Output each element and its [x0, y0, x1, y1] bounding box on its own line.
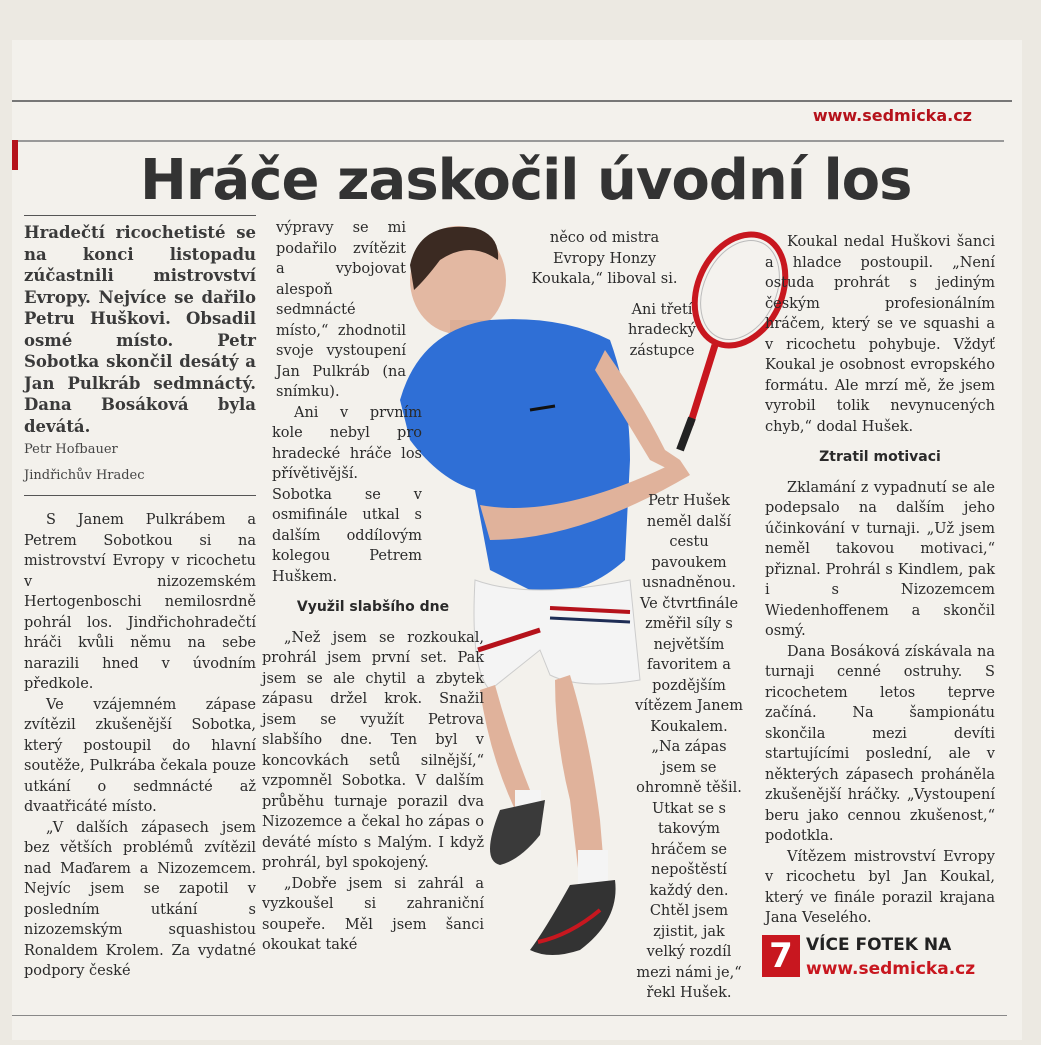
promo-url[interactable]: www.sedmicka.cz	[806, 959, 976, 979]
paragraph: něco od mistra Evropy Honzy Koukala,“ liboval si.	[531, 230, 678, 287]
article-lead: Hradečtí ricochetisté se na konci listopadu zúčastnili mistrovství Evropy. Nejvíce se dařilo Petru Huškovi. Obsadil osmé místo. Petr Sobotka skončil desátý a Jan Pulkráb sedmnáctý. Dana Bosáková byla devátá.	[24, 223, 256, 436]
column-3	[522, 228, 747, 1004]
subheading: Ztratil motivaci	[819, 449, 941, 465]
subheading: Využil slabšího dne	[296, 599, 450, 615]
paragraph: „Než jsem se rozkoukal, prohrál jsem první set. Pak jsem se ale chytil a zbytek zápasu držel krok. Snažil jsem se využít Petrova slabšího dne. Ten byl v koncovkách setů silnější,“ vzpomněl Sobotka. V dalším průběhu turnaje porazil dva Nizozemce a čekal ho zápas o deváté místo s Malým. I když prohrál, byl spokojený.	[262, 629, 484, 871]
paragraph: Koukal nedal Huškovi šanci a hladce postoupil. „Není ostuda prohrát s jediným českým profesionálním hráčem, který se ve squashi a v ricochetu pohybuje. Vždyť Koukal je osobnost evropského formátu. Ale mrzí mě, že jsem vyrobil tolik nevynucených chyb,“ dodal Hušek.	[765, 234, 995, 435]
paragraph: S Janem Pulkrábem a Petrem Sobotkou si na mistrovství Evropy v ricochetu v nizozemském Hertogenboschi nemilosrdně pohrál los. Jindřichohradečtí hráči kvůli němu na sebe narazili hned v úvodním předkole.	[24, 512, 256, 692]
column-4	[765, 232, 995, 929]
column-1	[24, 215, 256, 982]
article-headline: Hráče zaskočil úvodní los	[140, 148, 912, 213]
bottom-rule	[12, 1015, 1007, 1016]
paragraph: Vítězem mistrovství Evropy v ricochetu byl Jan Koukal, který ve finále porazil krajana Jana Veselého.	[765, 848, 995, 926]
column-2	[262, 218, 484, 956]
sedmicka-logo: 7	[762, 935, 800, 977]
section-marker	[12, 140, 18, 170]
paragraph: Zklamání z vypadnutí se ale podepsalo na dalším jeho účinkování v turnaji. „Už jsem neměl takovou motivaci,“ přiznal. Prohrál s Kindlem, pak i s Nizozemcem Wiedenhoffenem a skončil osmý.	[765, 479, 995, 639]
more-photos-promo[interactable]	[762, 935, 1002, 985]
paragraph: Ani v prvním kole nebyl pro hradecké hráče los přívětivější. Sobotka se v osmifinále utkal s dalším oddílovým kolegou Petrem Huškem.	[272, 404, 422, 585]
top-rule	[12, 100, 1012, 102]
byline-rule	[24, 495, 256, 496]
paragraph: Ani třetí hradecký zástupce	[628, 301, 696, 359]
paragraph: „V dalších zápasech jsem bez větších problémů zvítězil nad Maďarem a Nizozemcem. Nejvíc jsem se zapotil v posledním utkání s nizozemským squashistou Ronaldem Krolem. Za vydatné podpory české	[24, 819, 256, 979]
paragraph: Petr Hušek neměl další cestu pavoukem usnadněnou. Ve čtvrtfinále změřil síly s největším favoritem a pozdějším vítězem Janem Koukalem. „Na zápas jsem se ohromně těšil. Utkat se s takovým hráčem se nepoštěstí každý den. Chtěl jsem zjistit, jak velký rozdíl mezi námi je,“ řekl Hušek.	[635, 493, 743, 1001]
header-url[interactable]: www.sedmicka.cz	[812, 106, 972, 125]
paragraph: Dana Bosáková získávala na turnaji cenné ostruhy. S ricochetem letos teprve začíná. Na šampionátu skončila mezi devíti startujícími poslední, ale v některých zápasech proháněla zkušenější hráčky. „Vystoupení beru jako cennou zkušenost,“ podotkla.	[765, 643, 995, 844]
paragraph: „Dobře jsem si zahrál a vyzkoušel si zahraniční soupeře. Měl jsem šanci okoukat také	[262, 875, 484, 953]
paragraph: výpravy se mi podařilo zvítězit a vybojovat alespoň sedmnácté místo,“ zhodnotil svoje vystoupení Jan Pulkráb (na snímku).	[276, 220, 406, 400]
header-rule	[12, 140, 1004, 142]
byline-location: Jindřichův Hradec	[24, 468, 145, 483]
lead-rule-top	[24, 215, 256, 216]
byline-author: Petr Hofbauer	[24, 442, 118, 457]
promo-line-1: VÍCE FOTEK NA	[806, 935, 952, 955]
paragraph: Ve vzájemném zápase zvítězil zkušenější Sobotka, který postoupil do hlavní soutěže, Pulkrába čekala pouze utkání o sedmnácté až dvaatřicáté místo.	[24, 696, 256, 815]
